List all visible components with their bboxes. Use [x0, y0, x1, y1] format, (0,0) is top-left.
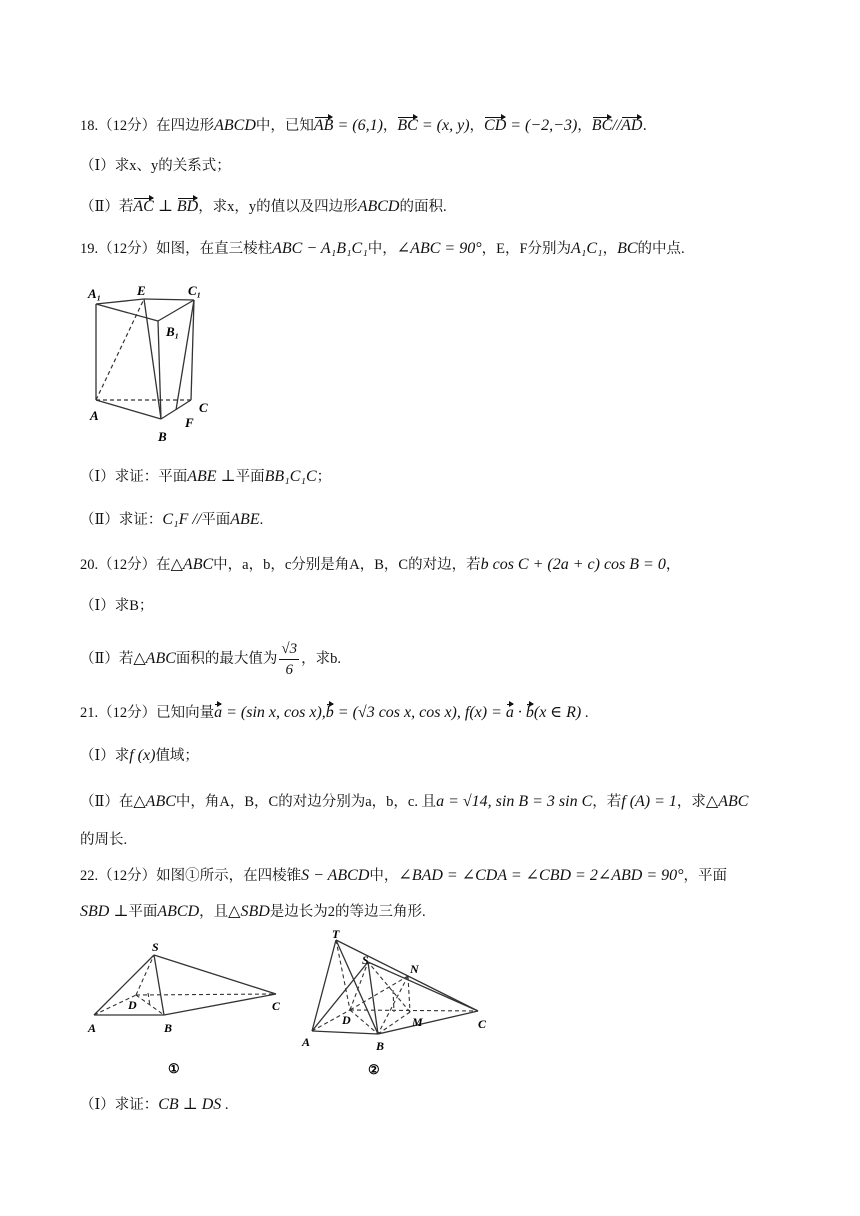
- q18-quad-name-2: ABCD: [357, 198, 400, 215]
- q21-domain: (x ∈ R): [533, 704, 582, 721]
- q21-part1: [80, 746, 199, 766]
- q20-prefix: 20.（12分）在: [80, 557, 171, 573]
- q21-part2-math2: f (A) = 1: [621, 793, 677, 810]
- q21-tri: △ABC: [133, 793, 176, 810]
- fig2-label-a: A: [302, 1035, 311, 1049]
- label-f: F: [185, 415, 194, 430]
- q22-figure-1: [84, 938, 294, 1078]
- q18-part2-post: ，求x，y的值以及四边形: [198, 199, 358, 215]
- q19-mid: 中，: [367, 241, 397, 257]
- fig1-label-b: B: [164, 1021, 173, 1035]
- q21-part2-line2: 的周长.: [80, 832, 128, 848]
- q18-line1: [80, 116, 657, 136]
- perp-symbol: ⊥: [153, 198, 177, 215]
- fig1-caption: ①: [168, 1061, 180, 1076]
- sep: ，: [577, 118, 592, 134]
- fig1-label-d: D: [128, 998, 137, 1012]
- fig2-label-n: N: [410, 962, 419, 976]
- q22-tri: △SBD: [228, 903, 270, 920]
- q19-part1: [80, 467, 331, 487]
- q21-part2-mid: 中，角A，B，C的对边分别为a，b，c. 且: [175, 794, 437, 810]
- q19-part1-end: ；: [316, 469, 332, 485]
- q22-line2-math2: ABCD: [157, 903, 200, 920]
- q21-end: .: [581, 705, 589, 721]
- vec-bc: BC: [397, 117, 418, 134]
- q19-part1-math2: BB₁C₁C: [264, 468, 317, 485]
- vec-ab: AB: [313, 117, 334, 134]
- dot-symbol: ·: [513, 704, 526, 721]
- q18-part1: （Ⅰ）求x、y的关系式；: [80, 158, 231, 174]
- q21-part2-math: a = √14, sin B = 3 sin C: [436, 793, 593, 810]
- q19-tail: ，E，F分别为: [481, 241, 572, 257]
- q22-part1-pre: （Ⅰ）求证：: [80, 1097, 159, 1113]
- fig2-label-m: M: [412, 1015, 423, 1029]
- q20-line1: [80, 555, 680, 575]
- q22-part1: [80, 1095, 229, 1115]
- vec-ab-value: = (6,1): [333, 117, 383, 134]
- q21-part1-end: 值域；: [155, 748, 199, 764]
- q20-tri: △ABC: [170, 556, 214, 573]
- vec-b: b: [325, 704, 334, 721]
- q21-part2-mid2: ，若: [592, 794, 622, 810]
- q19-seg2: BC: [617, 240, 638, 257]
- q21-line1: [80, 703, 589, 723]
- q22-pyramid: S − ABCD: [301, 867, 370, 884]
- parallel-symbol: //: [612, 117, 622, 134]
- q19-part2-math: C₁F //: [162, 511, 202, 528]
- q19-part2-pre: （Ⅱ）求证：: [80, 512, 163, 528]
- q22-line1: [80, 866, 727, 886]
- fig2-label-c: C: [478, 1017, 487, 1031]
- q22-line2-mid: 平面: [128, 904, 158, 920]
- q22-line2-mid2: ，且: [199, 904, 229, 920]
- q19-part2-end: .: [259, 512, 264, 528]
- label-b1: B₁: [166, 324, 180, 339]
- q21-part2: [80, 792, 748, 812]
- q19-seg: A₁C₁: [571, 240, 603, 257]
- vec-cd: CD: [484, 117, 507, 134]
- q19-part1-mid: 平面: [235, 469, 265, 485]
- q22-mid: 中，: [369, 868, 399, 884]
- q18-prefix: 18.（12分）在四边形: [80, 118, 215, 134]
- q22-line2: [80, 902, 426, 922]
- q22-figure-2: [298, 928, 498, 1078]
- q20-part1: （Ⅰ）求B；: [80, 598, 154, 614]
- q19-prism-figure: [84, 282, 234, 447]
- label-a: A: [90, 408, 99, 423]
- q22-part1-end: .: [221, 1097, 229, 1113]
- vec-a-value: = (sin x, cos x),: [222, 704, 326, 721]
- q20-equation: b cos C + (2a + c) cos B = 0: [480, 556, 666, 573]
- q19-part2-mid: 平面: [201, 512, 231, 528]
- q18-part2-pre: （Ⅱ）若: [80, 199, 134, 215]
- q19-part1-math: ABE ⊥: [187, 468, 236, 485]
- vec-bd: BD: [176, 198, 199, 215]
- fig2-label-t: T: [332, 928, 340, 941]
- fig1-label-a: A: [88, 1021, 97, 1035]
- fig2-label-b: B: [376, 1039, 385, 1053]
- q22-angles: ∠BAD = ∠CDA = ∠CBD = 2∠ABD = 90°: [398, 867, 684, 884]
- vec-cd-value: = (−2,−3): [506, 117, 578, 134]
- label-e: E: [137, 283, 146, 298]
- q18-mid: 中，已知: [255, 118, 314, 134]
- q20-part2-mid: 面积的最大值为: [175, 651, 278, 667]
- q20-part2-pre: （Ⅱ）若: [80, 651, 134, 667]
- q22-line2-end: 是边长为2的等边三角形.: [269, 904, 426, 920]
- vec-ac: AC: [133, 198, 154, 215]
- q20-tri-2: △ABC: [133, 650, 176, 667]
- q19-part2-math2: ABE: [230, 511, 260, 528]
- vec-b-value: = (√3 cos x, cos x), f(x) =: [333, 704, 506, 721]
- frac-numerator: √3: [279, 639, 299, 660]
- q22-line2-math: SBD ⊥: [80, 903, 129, 920]
- fig1-label-s: S: [152, 940, 159, 954]
- vec-bc-value: = (x, y): [417, 117, 470, 134]
- q20-part2: [80, 636, 341, 682]
- q19-prism: ABC − A₁B₁C₁: [272, 240, 368, 257]
- vec-a: a: [214, 704, 223, 721]
- q18-part2-end: 的面积.: [399, 199, 447, 215]
- q18-part2: [80, 197, 447, 217]
- vec-bc-2: BC: [591, 117, 613, 134]
- label-b: B: [158, 429, 167, 444]
- q22-prefix: 22.（12分）如图①所示，在四棱锥: [80, 868, 302, 884]
- q20-end: ，: [665, 557, 681, 573]
- q19-angle: ∠ABC = 90°: [396, 240, 482, 257]
- q20-part2-end: ，求b.: [301, 651, 341, 667]
- q19-prefix: 19.（12分）如图，在直三棱柱: [80, 241, 273, 257]
- q19-end: 的中点.: [637, 241, 685, 257]
- q21-tri-2: △ABC: [705, 793, 749, 810]
- q19-line1: [80, 239, 685, 259]
- q22-part1-math: CB ⊥ DS: [158, 1096, 222, 1113]
- fig1-label-c: C: [272, 999, 281, 1013]
- label-a1: A₁: [88, 286, 102, 301]
- q18-end: ．: [642, 118, 657, 134]
- q21-part1-math: f (x): [129, 747, 156, 764]
- q21-part1-pre: （Ⅰ）求: [80, 748, 130, 764]
- q20-mid: 中，a，b，c分别是角A，B，C的对边，若: [213, 557, 481, 573]
- q19-part1-pre: （Ⅰ）求证：平面: [80, 469, 188, 485]
- label-c: C: [199, 400, 208, 415]
- sep: ，: [469, 118, 485, 134]
- q19-part2: [80, 510, 263, 530]
- vec-b-2: b: [525, 704, 534, 721]
- fig2-caption: ②: [368, 1062, 380, 1077]
- sep: ，: [382, 118, 398, 134]
- q21-prefix: 21.（12分）已知向量: [80, 705, 215, 721]
- q18-quad-name: ABCD: [214, 117, 256, 134]
- vec-a-2: a: [505, 704, 514, 721]
- sep: ，: [602, 241, 618, 257]
- frac-denominator: 6: [285, 662, 293, 679]
- q21-part2-mid3: ，求: [676, 794, 706, 810]
- label-c1: C₁: [188, 283, 202, 298]
- vec-ad: AD: [621, 117, 643, 134]
- fig2-label-s: S: [362, 953, 369, 967]
- q22-end: ，平面: [683, 868, 728, 884]
- fig2-label-d: D: [342, 1013, 351, 1027]
- q21-part2-pre: （Ⅱ）在: [80, 794, 134, 810]
- q20-fraction: [279, 639, 299, 680]
